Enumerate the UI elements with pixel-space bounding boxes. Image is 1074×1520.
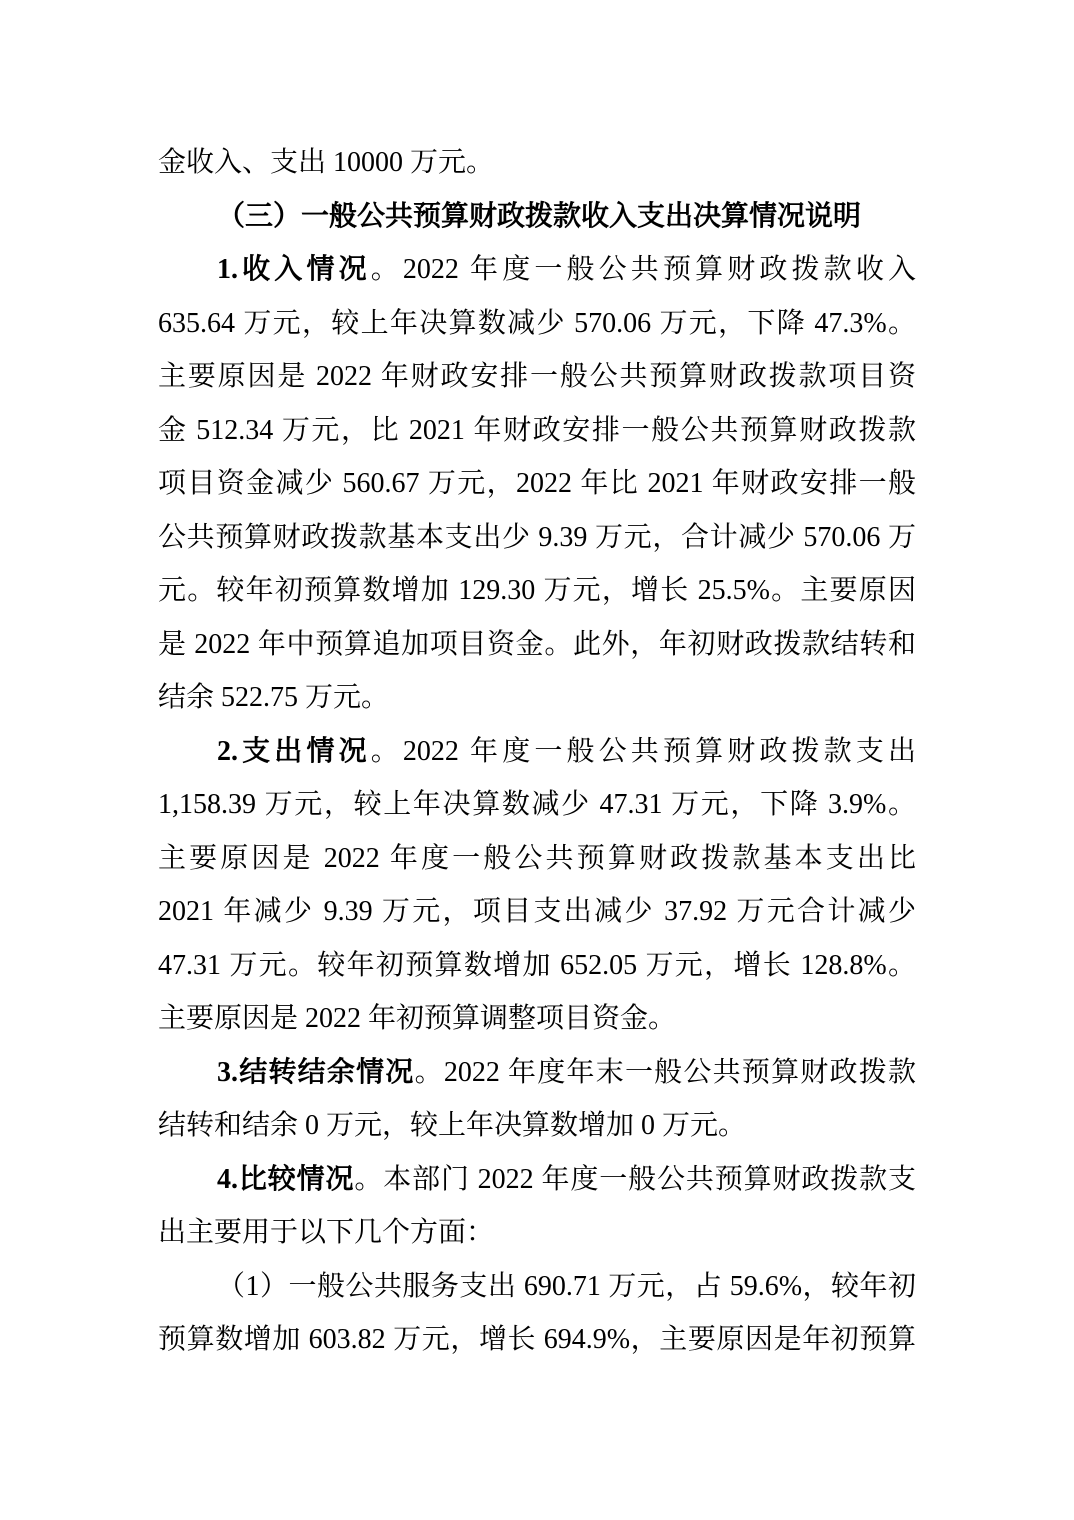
bold-text-run: 4.比较情况 [217, 1163, 355, 1195]
text-run: 主要原因是 2022 年初预算调整项目资金。 [158, 1003, 677, 1034]
text-line [158, 1046, 916, 1100]
bold-text-run: （三）一般公共预算财政拨款收入支出决算情况说明 [217, 200, 862, 232]
paragraph-carryforward-balance [158, 1046, 916, 1153]
text-line [158, 564, 916, 618]
bold-text-run: 1.收入情况 [217, 254, 371, 285]
paragraph-expenditure [158, 725, 916, 1046]
text-run: 主要原因是 2022 年财政安排一般公共预算财政拨款项目资 [158, 361, 916, 392]
text-run: 金收入、支出 10000 万元。 [158, 147, 495, 178]
paragraph-income [158, 243, 916, 725]
text-run: 是 2022 年中预算追加项目资金。此外，年初财政拨款结转和 [158, 628, 916, 660]
text-run: 2021 年减少 9.39 万元，项目支出减少 37.92 万元合计减少 [158, 896, 916, 927]
paragraph-comparison [158, 1153, 916, 1260]
text-line [158, 778, 916, 832]
text-line [158, 297, 916, 351]
text-run: 1,158.39 万元，较上年决算数减少 47.31 万元，下降 3.9%。 [158, 789, 916, 820]
text-line [158, 939, 916, 993]
text-run: 主要原因是 2022 年度一般公共预算财政拨款基本支出比 [158, 842, 916, 874]
text-run: 金 512.34 万元，比 2021 年财政安排一般公共预算财政拨款 [158, 414, 916, 446]
text-line [158, 243, 916, 297]
text-line [158, 457, 916, 511]
text-run: 。本部门 2022 年度一般公共预算财政拨款支 [354, 1163, 916, 1195]
text-line [158, 671, 916, 725]
paragraph-item-1 [158, 1260, 916, 1367]
text-run: 47.31 万元。较年初预算数增加 652.05 万元，增长 128.8%。 [158, 949, 916, 981]
text-line [158, 1099, 916, 1153]
text-run: 元。较年初预算数增加 129.30 万元，增长 25.5%。主要原因 [158, 575, 916, 606]
text-line [158, 618, 916, 672]
text-line [158, 136, 916, 190]
text-run: （1）一般公共服务支出 690.71 万元，占 59.6%，较年初 [217, 1270, 916, 1302]
text-line [158, 1153, 916, 1207]
text-line [158, 725, 916, 779]
text-line [158, 511, 916, 565]
text-run: 结余 522.75 万元。 [158, 682, 390, 713]
text-run: 公共预算财政拨款基本支出少 9.39 万元，合计减少 570.06 万 [158, 521, 916, 553]
text-line [158, 190, 916, 244]
text-line [158, 885, 916, 939]
text-line [158, 350, 916, 404]
text-run: 。2022 年度一般公共预算财政拨款支出 [370, 735, 916, 767]
text-line [158, 1313, 916, 1367]
text-run: 。2022 年度年末一般公共预算财政拨款 [414, 1056, 916, 1088]
bold-text-run: 2.支出情况 [217, 735, 371, 767]
text-run: 结转和结余 0 万元，较上年决算数增加 0 万元。 [158, 1110, 747, 1141]
text-run: 预算数增加 603.82 万元，增长 694.9%，主要原因是年初预算 [158, 1324, 916, 1355]
bold-text-run: 3.结转结余情况 [217, 1056, 415, 1088]
text-run: 出主要用于以下几个方面： [158, 1217, 495, 1248]
text-run: 635.64 万元，较上年决算数减少 570.06 万元，下降 47.3%。 [158, 307, 916, 339]
paragraph-carryover [158, 136, 916, 190]
text-line [158, 992, 916, 1046]
text-run: 项目资金减少 560.67 万元，2022 年比 2021 年财政安排一般 [158, 468, 916, 499]
text-line [158, 1206, 916, 1260]
paragraph-heading-section-3 [158, 190, 916, 244]
text-run: 。2022 年度一般公共预算财政拨款收入 [370, 254, 916, 285]
text-line [158, 832, 916, 886]
text-line [158, 404, 916, 458]
document-body [158, 136, 916, 1367]
text-line [158, 1260, 916, 1314]
